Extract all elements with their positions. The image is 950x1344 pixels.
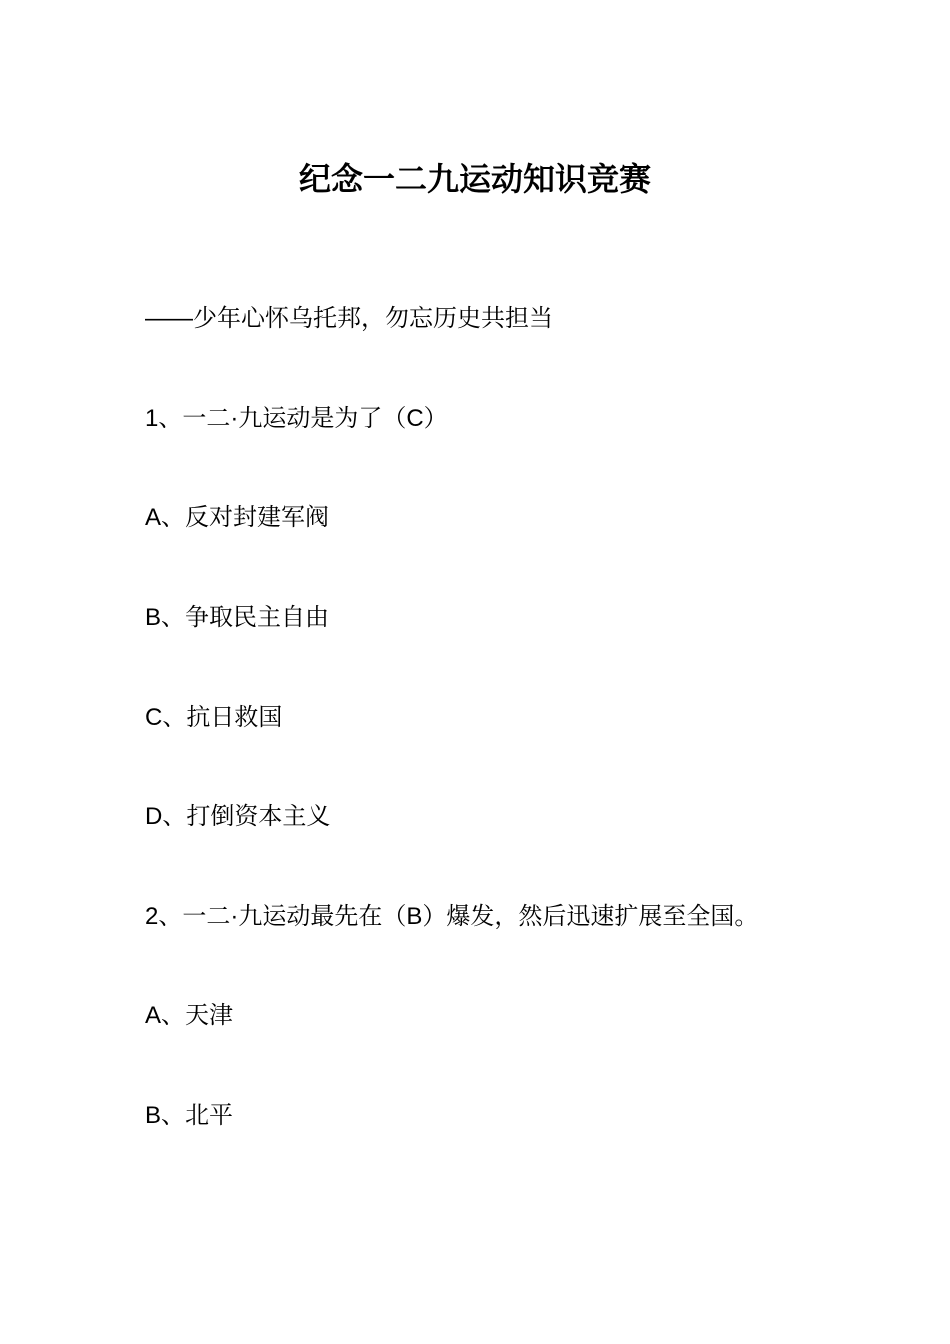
- question-1: 1、一二·九运动是为了（C）: [145, 405, 448, 432]
- document-subtitle: ——少年心怀乌托邦，勿忘历史共担当: [145, 305, 553, 332]
- question-2-option-b: B、北平: [145, 1102, 234, 1129]
- question-2: 2、一二·九运动最先在（B）爆发，然后迅速扩展至全国。: [145, 903, 759, 930]
- question-1-option-b: B、争取民主自由: [145, 604, 330, 631]
- question-2-option-a: A、天津: [145, 1002, 234, 1029]
- question-1-option-c: C、抗日救国: [145, 704, 283, 731]
- question-1-option-a: A、反对封建军阀: [145, 504, 330, 531]
- document-title: 纪念一二九运动知识竞赛: [298, 161, 651, 197]
- question-1-option-d: D、打倒资本主义: [145, 803, 331, 830]
